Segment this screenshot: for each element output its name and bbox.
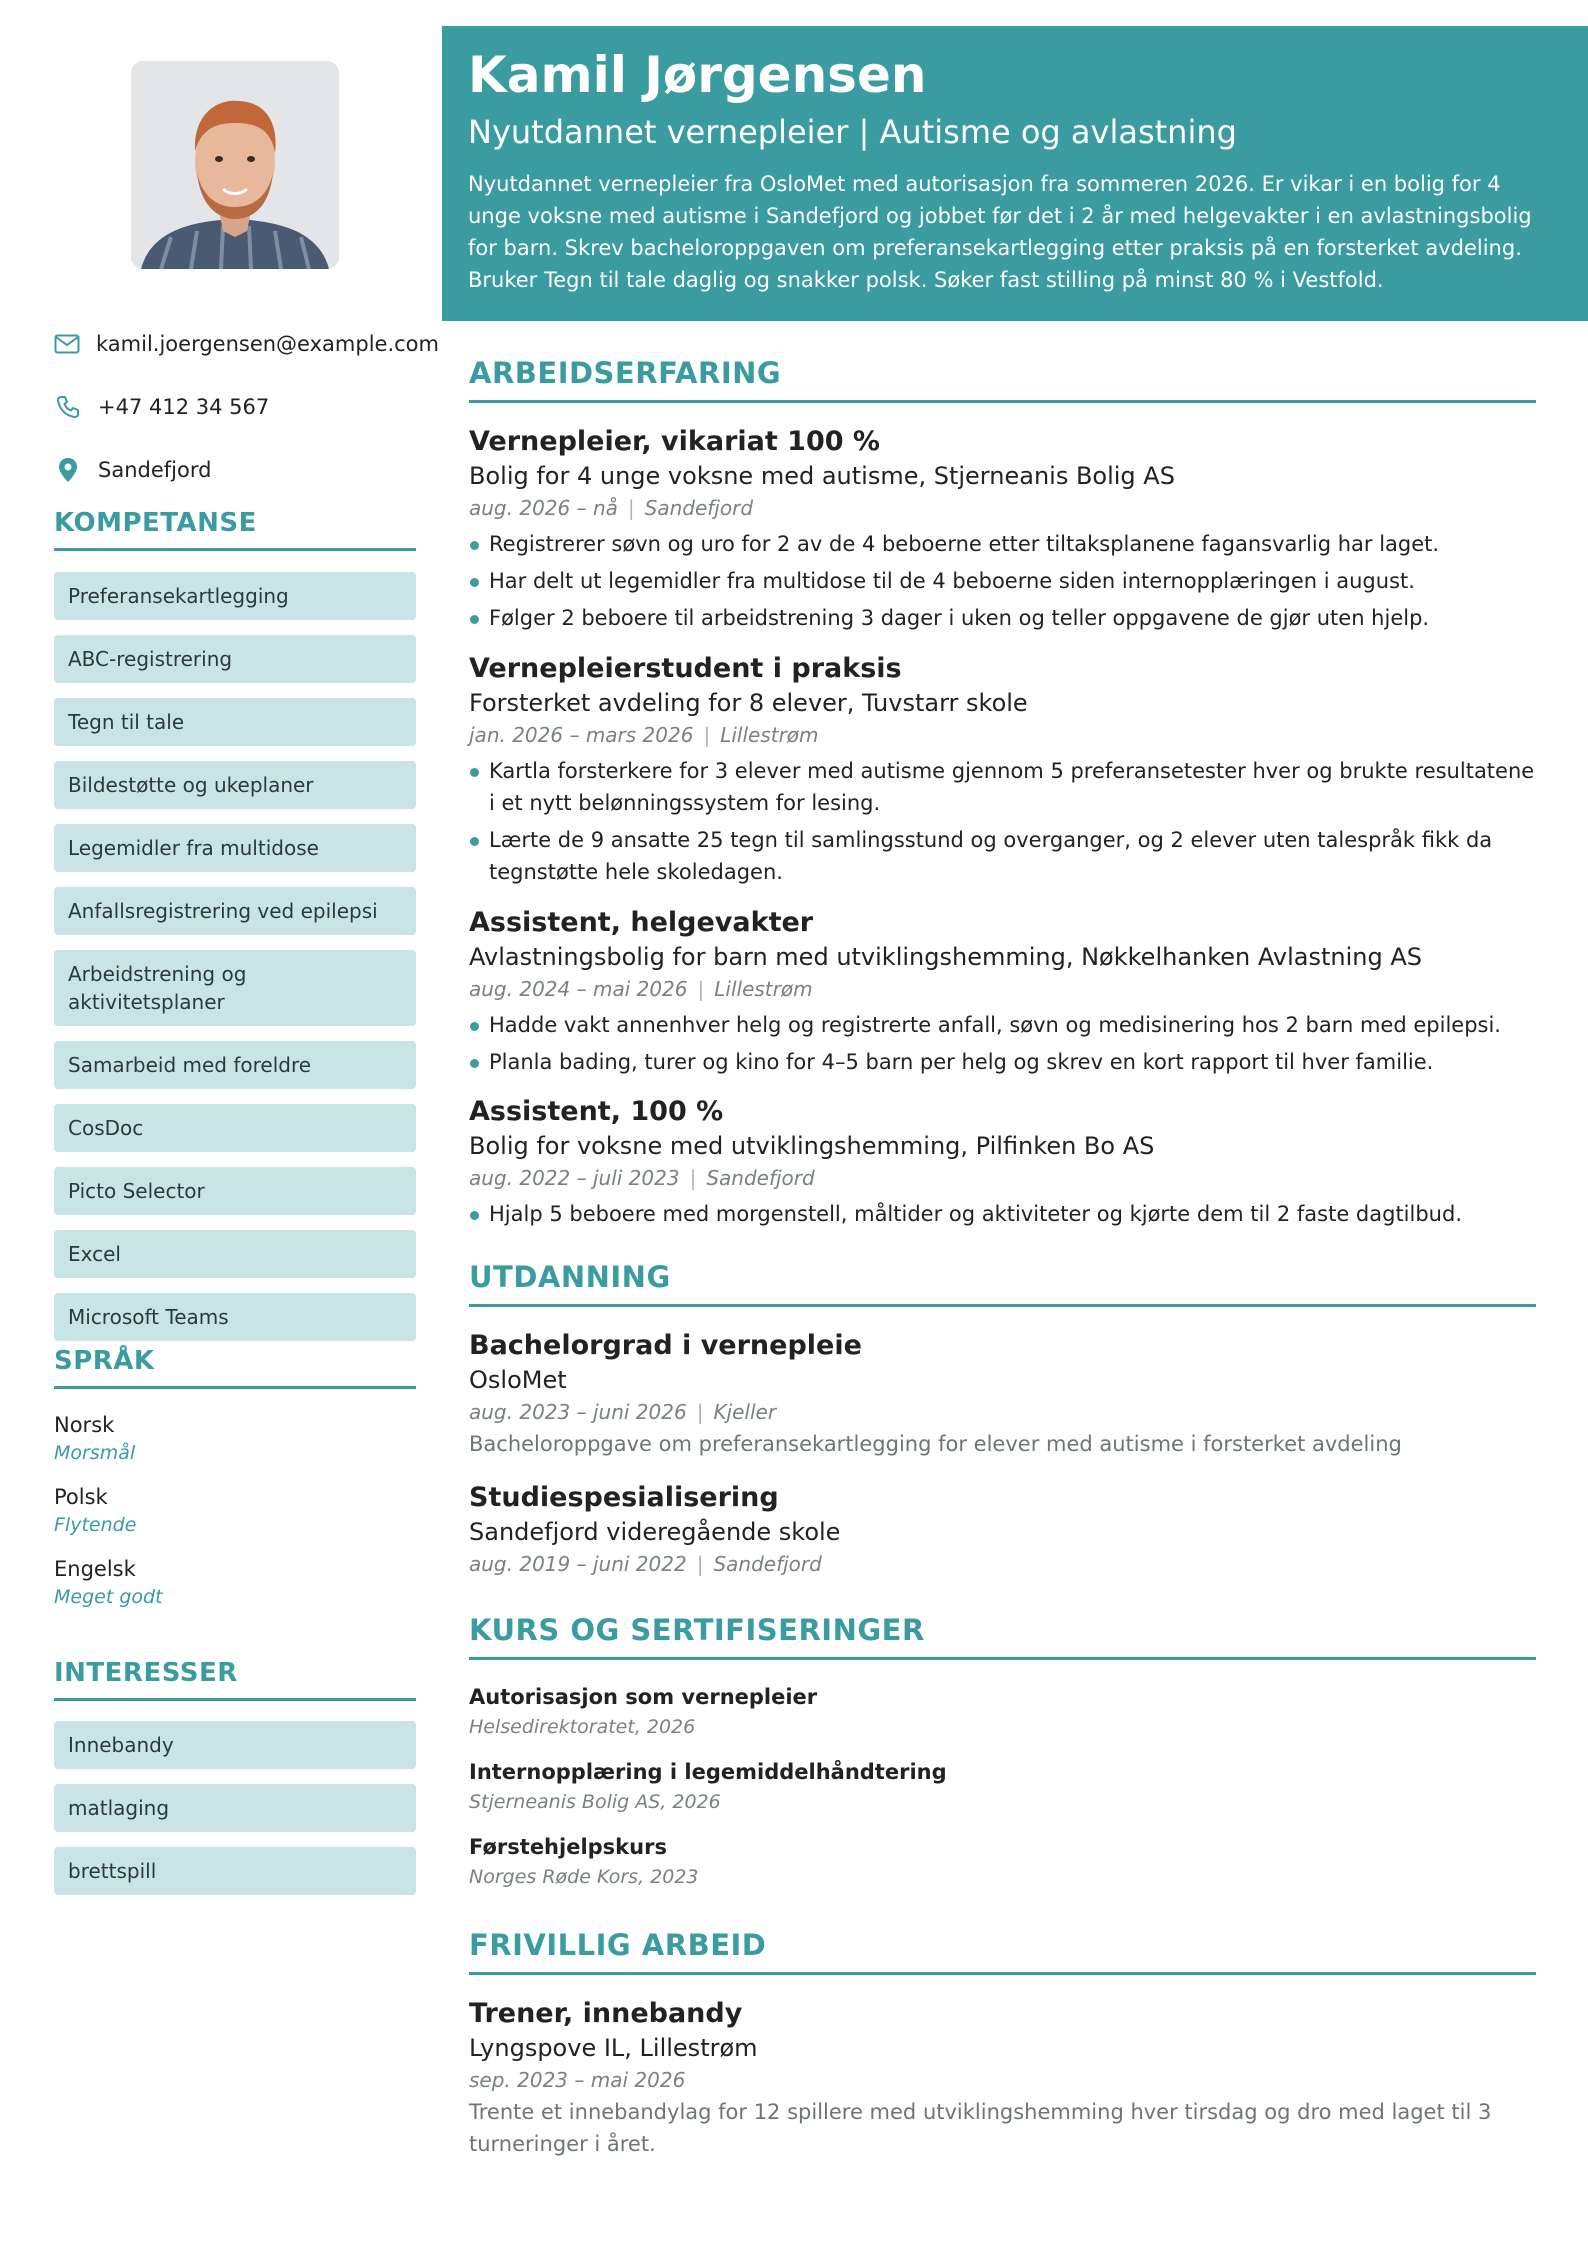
skills-list xyxy=(54,572,416,1356)
education-period: aug. 2023 – juni 2026 xyxy=(469,1400,687,1424)
education-item xyxy=(469,1480,1536,1580)
job-meta: jan. 2026 – mars 2026 | Lillestrøm xyxy=(469,723,819,747)
education-org: Sandefjord videregående skole xyxy=(469,1518,841,1546)
bullet-item: Lærte de 9 ansatte 25 tegn til samlingsstund og overganger, og 2 elever uten talespråk fikk da tegnstøtte hele skoledagen. xyxy=(469,824,1536,888)
location-text: Sandefjord xyxy=(98,457,212,482)
languages-list xyxy=(54,1410,416,1626)
bullet-item: Kartla forsterkere for 3 elever med autisme gjennom 5 preferansetester hver og brukte resultatene i et nytt belønningssystem for lesing. xyxy=(469,755,1536,819)
job-period: aug. 2026 – nå xyxy=(469,496,618,520)
experience-item xyxy=(469,424,1536,639)
job-place: Sandefjord xyxy=(706,1166,815,1190)
contact-phone xyxy=(54,375,416,438)
contact-location xyxy=(54,438,416,501)
volunteer-title: Trener, innebandy xyxy=(469,1998,743,2029)
skill-tag: Picto Selector xyxy=(54,1167,416,1215)
skill-tag: Legemidler fra multidose xyxy=(54,824,416,872)
course-info: Helsedirektoratet, 2026 xyxy=(469,1716,696,1738)
course-title: Autorisasjon som vernepleier xyxy=(469,1685,818,1709)
candidate-role: Nyutdannet vernepleier | Autisme og avlastning xyxy=(468,113,1237,151)
mail-icon xyxy=(54,330,80,358)
job-title: Vernepleier, vikariat 100 % xyxy=(469,426,880,457)
job-bullets xyxy=(469,528,1536,634)
header-banner xyxy=(442,26,1588,321)
volunteer-org: Lyngspove IL, Lillestrøm xyxy=(469,2034,758,2062)
job-place: Lillestrøm xyxy=(720,723,819,747)
education-item xyxy=(469,1328,1536,1460)
language-level: Flytende xyxy=(54,1514,137,1536)
course-info: Stjerneanis Bolig AS, 2026 xyxy=(469,1791,721,1813)
job-meta: aug. 2022 – juli 2023 | Sandefjord xyxy=(469,1166,815,1190)
profile-photo xyxy=(131,61,339,269)
education-title: Bachelorgrad i vernepleie xyxy=(469,1330,862,1361)
language-item xyxy=(54,1482,416,1538)
job-meta: aug. 2026 – nå | Sandefjord xyxy=(469,496,754,520)
bullet-item: Hadde vakt annenhver helg og registrerte anfall, søvn og medisinering hos 2 barn med epilepsi. xyxy=(469,1009,1536,1041)
interests-list xyxy=(54,1721,416,1910)
profile-summary: Nyutdannet vernepleier fra OsloMet med autorisasjon fra sommeren 2026. Er vikar i en bolig for 4 unge voksne med autisme i Sandefjord og jobbet før det i 2 år med helgevakter i en avlastningsbolig for barn. Skrev bacheloroppgaven om preferansekartlegging etter praksis på en forsterket avdeling. Bruker Tegn til tale daglig og snakker polsk. Søker fast stilling på minst 80 % i Vestfold. xyxy=(468,172,1532,292)
job-title: Assistent, helgevakter xyxy=(469,907,814,938)
volunteer-heading: FRIVILLIG ARBEID xyxy=(469,1928,1536,1975)
contact-block xyxy=(54,312,439,501)
interest-tag: Innebandy xyxy=(54,1721,416,1769)
skill-tag: Bildestøtte og ukeplaner xyxy=(54,761,416,809)
education-meta: aug. 2019 – juni 2022 | Sandefjord xyxy=(469,1552,822,1576)
job-org: Forsterket avdeling for 8 elever, Tuvstarr skole xyxy=(469,689,1028,717)
job-title: Assistent, 100 % xyxy=(469,1096,724,1127)
experience-item xyxy=(469,905,1536,1083)
skill-tag: CosDoc xyxy=(54,1104,416,1152)
language-name: Polsk xyxy=(54,1485,108,1509)
job-place: Sandefjord xyxy=(644,496,754,520)
job-period: aug. 2024 – mai 2026 xyxy=(469,977,688,1001)
interests-heading: INTERESSER xyxy=(54,1658,416,1701)
job-org: Bolig for voksne med utviklingshemming, Pilfinken Bo AS xyxy=(469,1132,1155,1160)
volunteer-note: Trente et innebandylag for 12 spillere med utviklingshemming hver tirsdag og dro med laget til 3 turneringer i året. xyxy=(469,2100,1492,2156)
courses-heading: KURS OG SERTIFISERINGER xyxy=(469,1613,1536,1660)
language-item xyxy=(54,1410,416,1466)
education-meta: aug. 2023 – juni 2026 | Kjeller xyxy=(469,1400,777,1424)
language-level: Morsmål xyxy=(54,1442,136,1464)
experience-item xyxy=(469,651,1536,893)
skill-tag: Samarbeid med foreldre xyxy=(54,1041,416,1089)
interest-tag: brettspill xyxy=(54,1847,416,1895)
job-org: Bolig for 4 unge voksne med autisme, Stjerneanis Bolig AS xyxy=(469,462,1175,490)
education-note: Bacheloroppgave om preferansekartlegging for elever med autisme i forsterket avdeling xyxy=(469,1432,1402,1456)
skill-tag: Preferansekartlegging xyxy=(54,572,416,620)
skill-tag: Excel xyxy=(54,1230,416,1278)
education-title: Studiespesialisering xyxy=(469,1482,779,1513)
education-heading: UTDANNING xyxy=(469,1260,1536,1307)
language-item xyxy=(54,1554,416,1610)
candidate-name: Kamil Jørgensen xyxy=(468,46,927,104)
job-title: Vernepleierstudent i praksis xyxy=(469,653,902,684)
job-period: jan. 2026 – mars 2026 xyxy=(469,723,694,747)
email-text[interactable]: kamil.joergensen@example.com xyxy=(96,331,439,356)
volunteer-period: sep. 2023 – mai 2026 xyxy=(469,2068,686,2092)
phone-icon xyxy=(54,393,82,421)
course-item xyxy=(469,1756,1536,1816)
volunteer-item xyxy=(469,1996,1536,2160)
language-level: Meget godt xyxy=(54,1586,163,1608)
contact-email xyxy=(54,312,439,375)
experience-heading: ARBEIDSERFARING xyxy=(469,356,1536,403)
course-info: Norges Røde Kors, 2023 xyxy=(469,1866,699,1888)
job-bullets xyxy=(469,755,1536,888)
course-item xyxy=(469,1831,1536,1891)
language-name: Engelsk xyxy=(54,1557,136,1581)
experience-item xyxy=(469,1094,1536,1235)
skill-tag: ABC-registrering xyxy=(54,635,416,683)
bullet-item: Planla bading, turer og kino for 4–5 barn per helg og skrev en kort rapport til hver familie. xyxy=(469,1046,1536,1078)
course-item xyxy=(469,1681,1536,1741)
location-pin-icon xyxy=(54,456,82,484)
job-meta: aug. 2024 – mai 2026 | Lillestrøm xyxy=(469,977,813,1001)
job-period: aug. 2022 – juli 2023 xyxy=(469,1166,680,1190)
skill-tag: Microsoft Teams xyxy=(54,1293,416,1341)
bullet-item: Følger 2 beboere til arbeidstrening 3 dager i uken og teller oppgavene de gjør uten hjelp. xyxy=(469,602,1536,634)
job-org: Avlastningsbolig for barn med utviklingshemming, Nøkkelhanken Avlastning AS xyxy=(469,943,1422,971)
education-org: OsloMet xyxy=(469,1366,567,1394)
languages-heading: SPRÅK xyxy=(54,1346,416,1389)
education-place: Kjeller xyxy=(713,1400,777,1424)
education-period: aug. 2019 – juni 2022 xyxy=(469,1552,687,1576)
bullet-item: Registrerer søvn og uro for 2 av de 4 beboerne etter tiltaksplanene fagansvarlig har laget. xyxy=(469,528,1536,560)
interest-tag: matlaging xyxy=(54,1784,416,1832)
job-bullets xyxy=(469,1009,1536,1078)
skill-tag: Anfallsregistrering ved epilepsi xyxy=(54,887,416,935)
job-bullets xyxy=(469,1198,1536,1230)
phone-text[interactable]: +47 412 34 567 xyxy=(98,394,270,419)
bullet-item: Har delt ut legemidler fra multidose til de 4 beboerne siden internopplæringen i august. xyxy=(469,565,1536,597)
skill-tag: Arbeidstrening og aktivitetsplaner xyxy=(54,950,416,1026)
language-name: Norsk xyxy=(54,1413,115,1437)
job-place: Lillestrøm xyxy=(714,977,813,1001)
course-title: Førstehjelpskurs xyxy=(469,1835,667,1859)
skill-tag: Tegn til tale xyxy=(54,698,416,746)
skills-heading: KOMPETANSE xyxy=(54,508,416,551)
bullet-item: Hjalp 5 beboere med morgenstell, måltider og aktiviteter og kjørte dem til 2 faste dagtilbud. xyxy=(469,1198,1536,1230)
course-title: Internopplæring i legemiddelhåndtering xyxy=(469,1760,947,1784)
education-place: Sandefjord xyxy=(713,1552,822,1576)
